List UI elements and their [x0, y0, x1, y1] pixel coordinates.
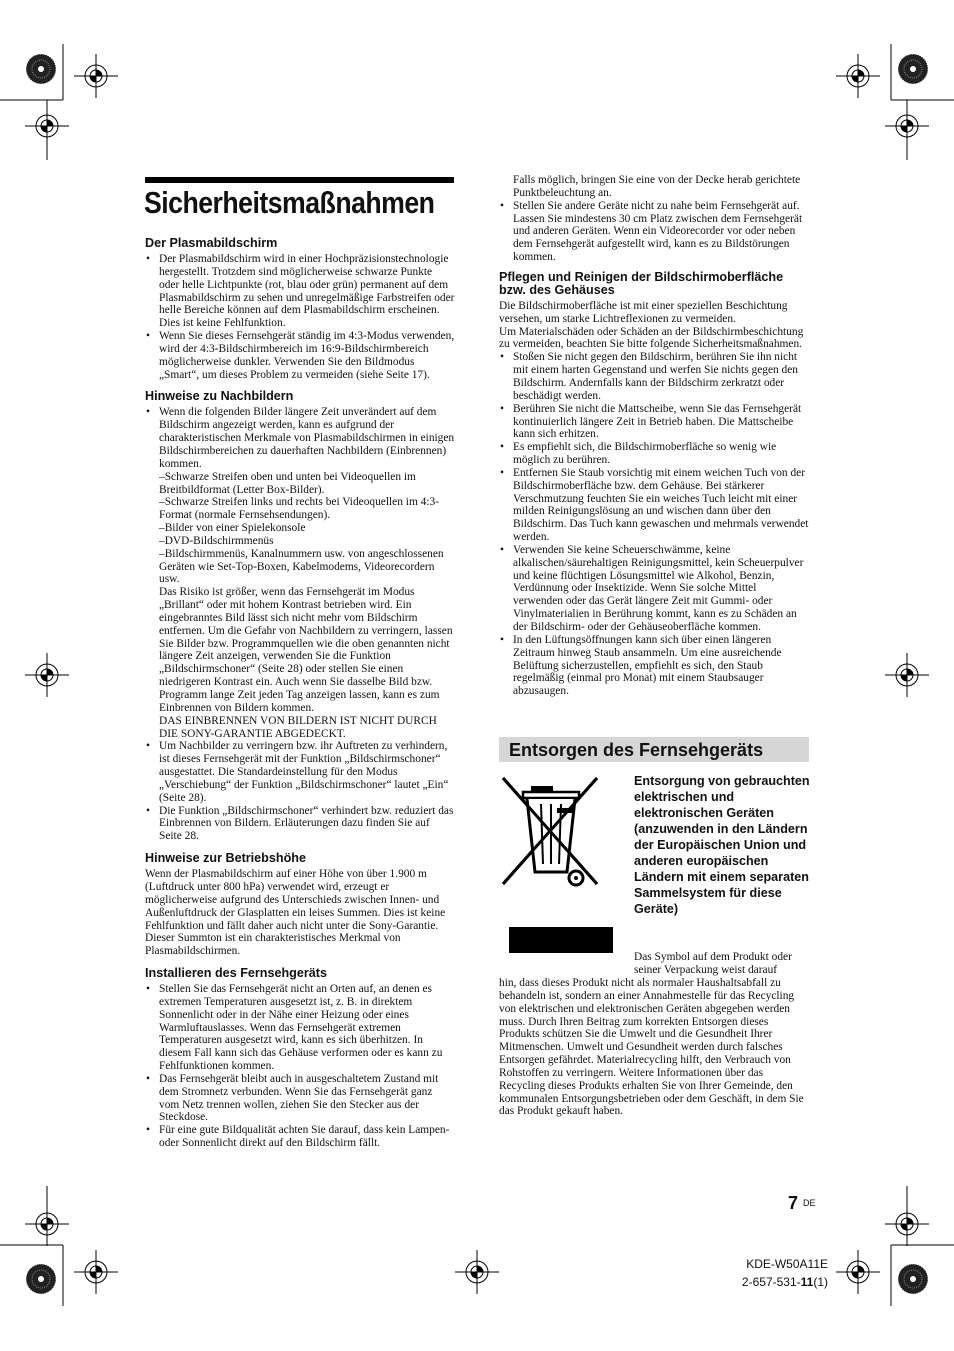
bullet-list: [145, 253, 455, 381]
section-heading: Hinweise zu Nachbildern: [145, 389, 294, 404]
list-item: • Entfernen Sie Staub vorsichtig mit einem weichen Tuch von der Bildschirmoberfläche bzw. dem Gehäuse. Bei stärkerer Verschmutzung feuchten Sie ein weiches Tuch leicht mit einer milden Reinigungslösung an und wischen dann über den Bildschirm. Das Tuch kann gewaschen und mehrmals verwendet werden.: [499, 467, 809, 544]
part-number: [742, 1275, 828, 1289]
title-rule: [145, 177, 454, 183]
part-suffix: (1): [813, 1275, 828, 1289]
left-column: [145, 237, 455, 1150]
dash-item: –DVD-Bildschirmmenüs: [159, 534, 274, 547]
list-item: • Stoßen Sie nicht gegen den Bildschirm, berühren Sie ihn nicht mit einem harten Gegenstand und werfen Sie nichts gegen den Bildschirm. Andernfalls kann der Bildschirm zerkratzt oder beschädigt werden.: [499, 351, 809, 402]
list-item: • Wenn Sie dieses Fernsehgerät ständig im 4:3-Modus verwenden, wird der 4:3-Bildschirmbereich im 16:9-Bildschirmbereich möglicherweise dunkler. Verwenden Sie den Bildmodus „Smart“, um dieses Problem zu vermeiden (siehe Seite 17).: [145, 330, 455, 381]
list-item: • Um Nachbilder zu verringern bzw. ihr Auftreten zu verhindern, ist dieses Fernsehgerät mit der Funktion „Bildschirmschoner“ ausgestattet. Die Standardeinstellung für den Modus „Verschiebung“ der Funktion „Bildschirmschoner“ lautet „Ein“ (Seite 28).: [145, 740, 455, 804]
dash-item: –Schwarze Streifen links und rechts bei Videoquellen im 4:3-Format (normale Fernsehsendungen).: [159, 496, 440, 522]
bullet-list: [499, 200, 809, 264]
part-revision: 11: [800, 1275, 814, 1289]
list-item: [145, 406, 455, 740]
section-band: [499, 737, 809, 762]
dash-item: –Bilder von einer Spielekonsole: [159, 522, 306, 535]
list-item: • Das Fernsehgerät bleibt auch in ausgeschaltetem Zustand mit dem Stromnetz verbunden. Wenn Sie das Fernsehgerät ganz vom Netz trennen wollen, ziehen Sie den Stecker aus der Steckdose.: [145, 1073, 455, 1124]
paragraph: Wenn der Plasmabildschirm auf einer Höhe von über 1.900 m (Luftdruck unter 800 hPa) verwendet wird, erzeugt er möglicherweise aufgrund des Unterschieds zwischen Innen- und Außenluftdruck der Glasplatten ein leises Summen. Dies ist keine Fehlfunktion und fällt daher auch nicht unter die Sony-Garantie. Dieser Summton ist ein charakteristisches Merkmal von Plasmabildschirmen.: [145, 868, 446, 958]
dash-item: –Bildschirmmenüs, Kanalnummern usw. von angeschlossenen Geräten wie Set-Top-Boxen, Kabelmodems, Videorecordern usw.: [159, 547, 444, 586]
bullet-list: [499, 351, 809, 698]
bullet-list: [145, 406, 455, 843]
disposal-intro: Das Symbol auf dem Produkt oder seiner Verpackung weist darauf: [634, 951, 792, 976]
paragraph: Die Bildschirmoberfläche ist mit einer speziellen Beschichtung versehen, um starke Lichtreflexionen zu vermeiden.: [499, 299, 788, 325]
disposal-body: hin, dass dieses Produkt nicht als normaler Haushaltsabfall zu behandeln ist, sondern an einer Annahmestelle für das Recycling von elektrischen und elektronischen Geräten abgegeben werden muss. Durch Ihren Beitrag zum korrekten Entsorgen dieses Produkts schützen Sie die Umwelt und die Gesundheit Ihrer Mitmenschen. Umwelt und Gesundheit werden durch falsches Entsorgen gefährdet. Materialrecycling hilft, den Verbrauch von Rohstoffen zu verringern. Weitere Informationen über das Recycling dieses Produkts erhalten Sie von Ihrer Gemeinde, den kommunalen Entsorgungsbetrieben oder dem Geschäft, in dem Sie das Produkt gekauft haben.: [499, 977, 804, 1118]
bullet-list: [145, 983, 455, 1150]
list-item: • In den Lüftungsöffnungen kann sich über einen längeren Zeitraum hinweg Staub ansammeln. Um eine ausreichende Belüftung sicherzustellen, empfiehlt es sich, den Staub regelmäßig (einmal pro Monat) mit einem Staubsauger abzusaugen.: [499, 634, 809, 698]
disposal-heading: Entsorgung von gebrauchten elektrischen und elektronischen Geräten (anzuwenden in den Ländern der Europäischen Union und anderen europäischen Ländern mit einem separaten Sammelsystem für diese Geräte): [634, 774, 810, 916]
list-item: • Verwenden Sie keine Scheuerschwämme, keine alkalischen/säurehaltigen Reinigungsmittel, kein Scheuerpulver und keine flüchtigen Lösungsmittel wie Alkohol, Benzin, Verdünnung oder Insektizide. Wenn Sie solche Mittel verwenden oder das Gerät längere Zeit mit Gummi- oder Vinylmaterialien in Berührung kommt, kann es zu Schäden an der Bildschirm- oder der Gehäuseoberfläche kommen.: [499, 544, 809, 634]
list-item: • Berühren Sie nicht die Mattscheibe, wenn Sie das Fernsehgerät kontinuierlich längere Zeit in Betrieb haben. Die Mattscheibe kann sich erhitzen.: [499, 403, 809, 442]
paragraph: Falls möglich, bringen Sie eine von der Decke herab gerichtete Punktbeleuchtung an.: [513, 174, 801, 199]
page-number: 7: [788, 1193, 799, 1213]
page-title: Sicherheitsmaßnahmen: [144, 185, 435, 220]
list-item: • Stellen Sie das Fernsehgerät nicht an Orten auf, an denen es extremen Temperaturen ausgesetzt ist, z. B. in direktem Sonnenlicht oder in der Nähe einer Heizung oder eines Warmluftauslasses. Wenn das Fernsehgerät extremen Temperaturen ausgesetzt wird, kann es sich überhitzen. In diesem Fall kann sich das Gehäuse verformen oder es kann zu Fehlfunktionen kommen.: [145, 983, 455, 1073]
right-column: [499, 174, 809, 698]
list-item: • Die Funktion „Bildschirmschoner“ verhindert bzw. reduziert das Einbrennen von Bildern. Erläuterungen dazu finden Sie auf Seite 28.: [145, 805, 455, 844]
list-item: • Für eine gute Bildqualität achten Sie darauf, dass kein Lampen- oder Sonnenlicht direkt auf den Bildschirm fällt.: [145, 1124, 455, 1150]
part-prefix: 2-657-531-: [741, 1275, 801, 1289]
section-heading: Pflegen und Reinigen der Bildschirmoberfläche bzw. des Gehäuses: [499, 269, 784, 297]
list-item: • Es empfiehlt sich, die Bildschirmoberfläche so wenig wie möglich zu berühren.: [499, 441, 809, 467]
list-item: • Der Plasmabildschirm wird in einer Hochpräzisionstechnologie hergestellt. Trotzdem sind möglicherweise schwarze Punkte oder helle Lichtpunkte (rot, blau oder grün) permanent auf dem Plasmabildschirm zu sehen und unregelmäßige Farbstreifen oder helle Bereiche können auf dem Plasmabildschirm erscheinen. Dies ist keine Fehlfunktion.: [145, 253, 455, 330]
paragraph: • Wenn die folgenden Bilder längere Zeit unverändert auf dem Bildschirm angezeigt werden, kann es aufgrund der charakteristischen Merkmale von Plasmabildschirmen in einigen Bildschirmbereichen zu dauerhaften Nachbildern (Einbrennen) kommen.: [159, 406, 455, 470]
dash-item: –Schwarze Streifen oben und unten bei Videoquellen im Breitbildformat (Letter Box-Bilder).: [159, 470, 416, 496]
paragraph: Das Risiko ist größer, wenn das Fernsehgerät im Modus „Brillant“ oder mit hohem Kontrast betrieben wird. Ein eingebranntes Bild lässt sich nicht mehr vom Bildschirm entfernen. Um die Gefahr von Nachbildern zu verringern, lassen Sie Bilder bzw. Programmquellen wie die oben genannten nicht längere Zeit anzeigen, verwenden Sie die Funktion „Bildschirmschoner“ (Seite 28) oder stellen Sie einen niedrigeren Kontrast ein. Auch wenn Sie dasselbe Bild bzw. Programm lange Zeit jeden Tag anzeigen lassen, kann es zum Einbrennen von Bildern kommen.: [159, 586, 453, 714]
section-heading: Hinweise zur Betriebshöhe: [145, 851, 306, 866]
language-code: DE: [803, 1198, 816, 1208]
section-heading: Der Plasmabildschirm: [145, 236, 278, 250]
model-number: KDE-W50A11E: [746, 1257, 828, 1271]
paragraph: Um Materialschäden oder Schäden an der Bildschirmbeschichtung zu vermeiden, beachten Sie bitte folgende Sicherheitsmaßnahmen.: [499, 325, 804, 351]
section-title: Entsorgen des Fernsehgeräts: [509, 740, 764, 760]
warning-text: DAS EINBRENNEN VON BILDERN IST NICHT DURCH DIE SONY-GARANTIE ABGEDECKT.: [159, 714, 437, 740]
weee-crossed-bin-icon: [499, 772, 617, 960]
section-heading: Installieren des Fernsehgeräts: [145, 966, 327, 981]
list-item: • Stellen Sie andere Geräte nicht zu nahe beim Fernsehgerät auf. Lassen Sie mindestens 30 cm Platz zwischen dem Fernsehgerät und anderen Geräten. Wenn ein Videorecorder vor oder neben dem Fernsehgerät aufgestellt wird, kann es zu Bildstörungen kommen.: [499, 200, 809, 264]
